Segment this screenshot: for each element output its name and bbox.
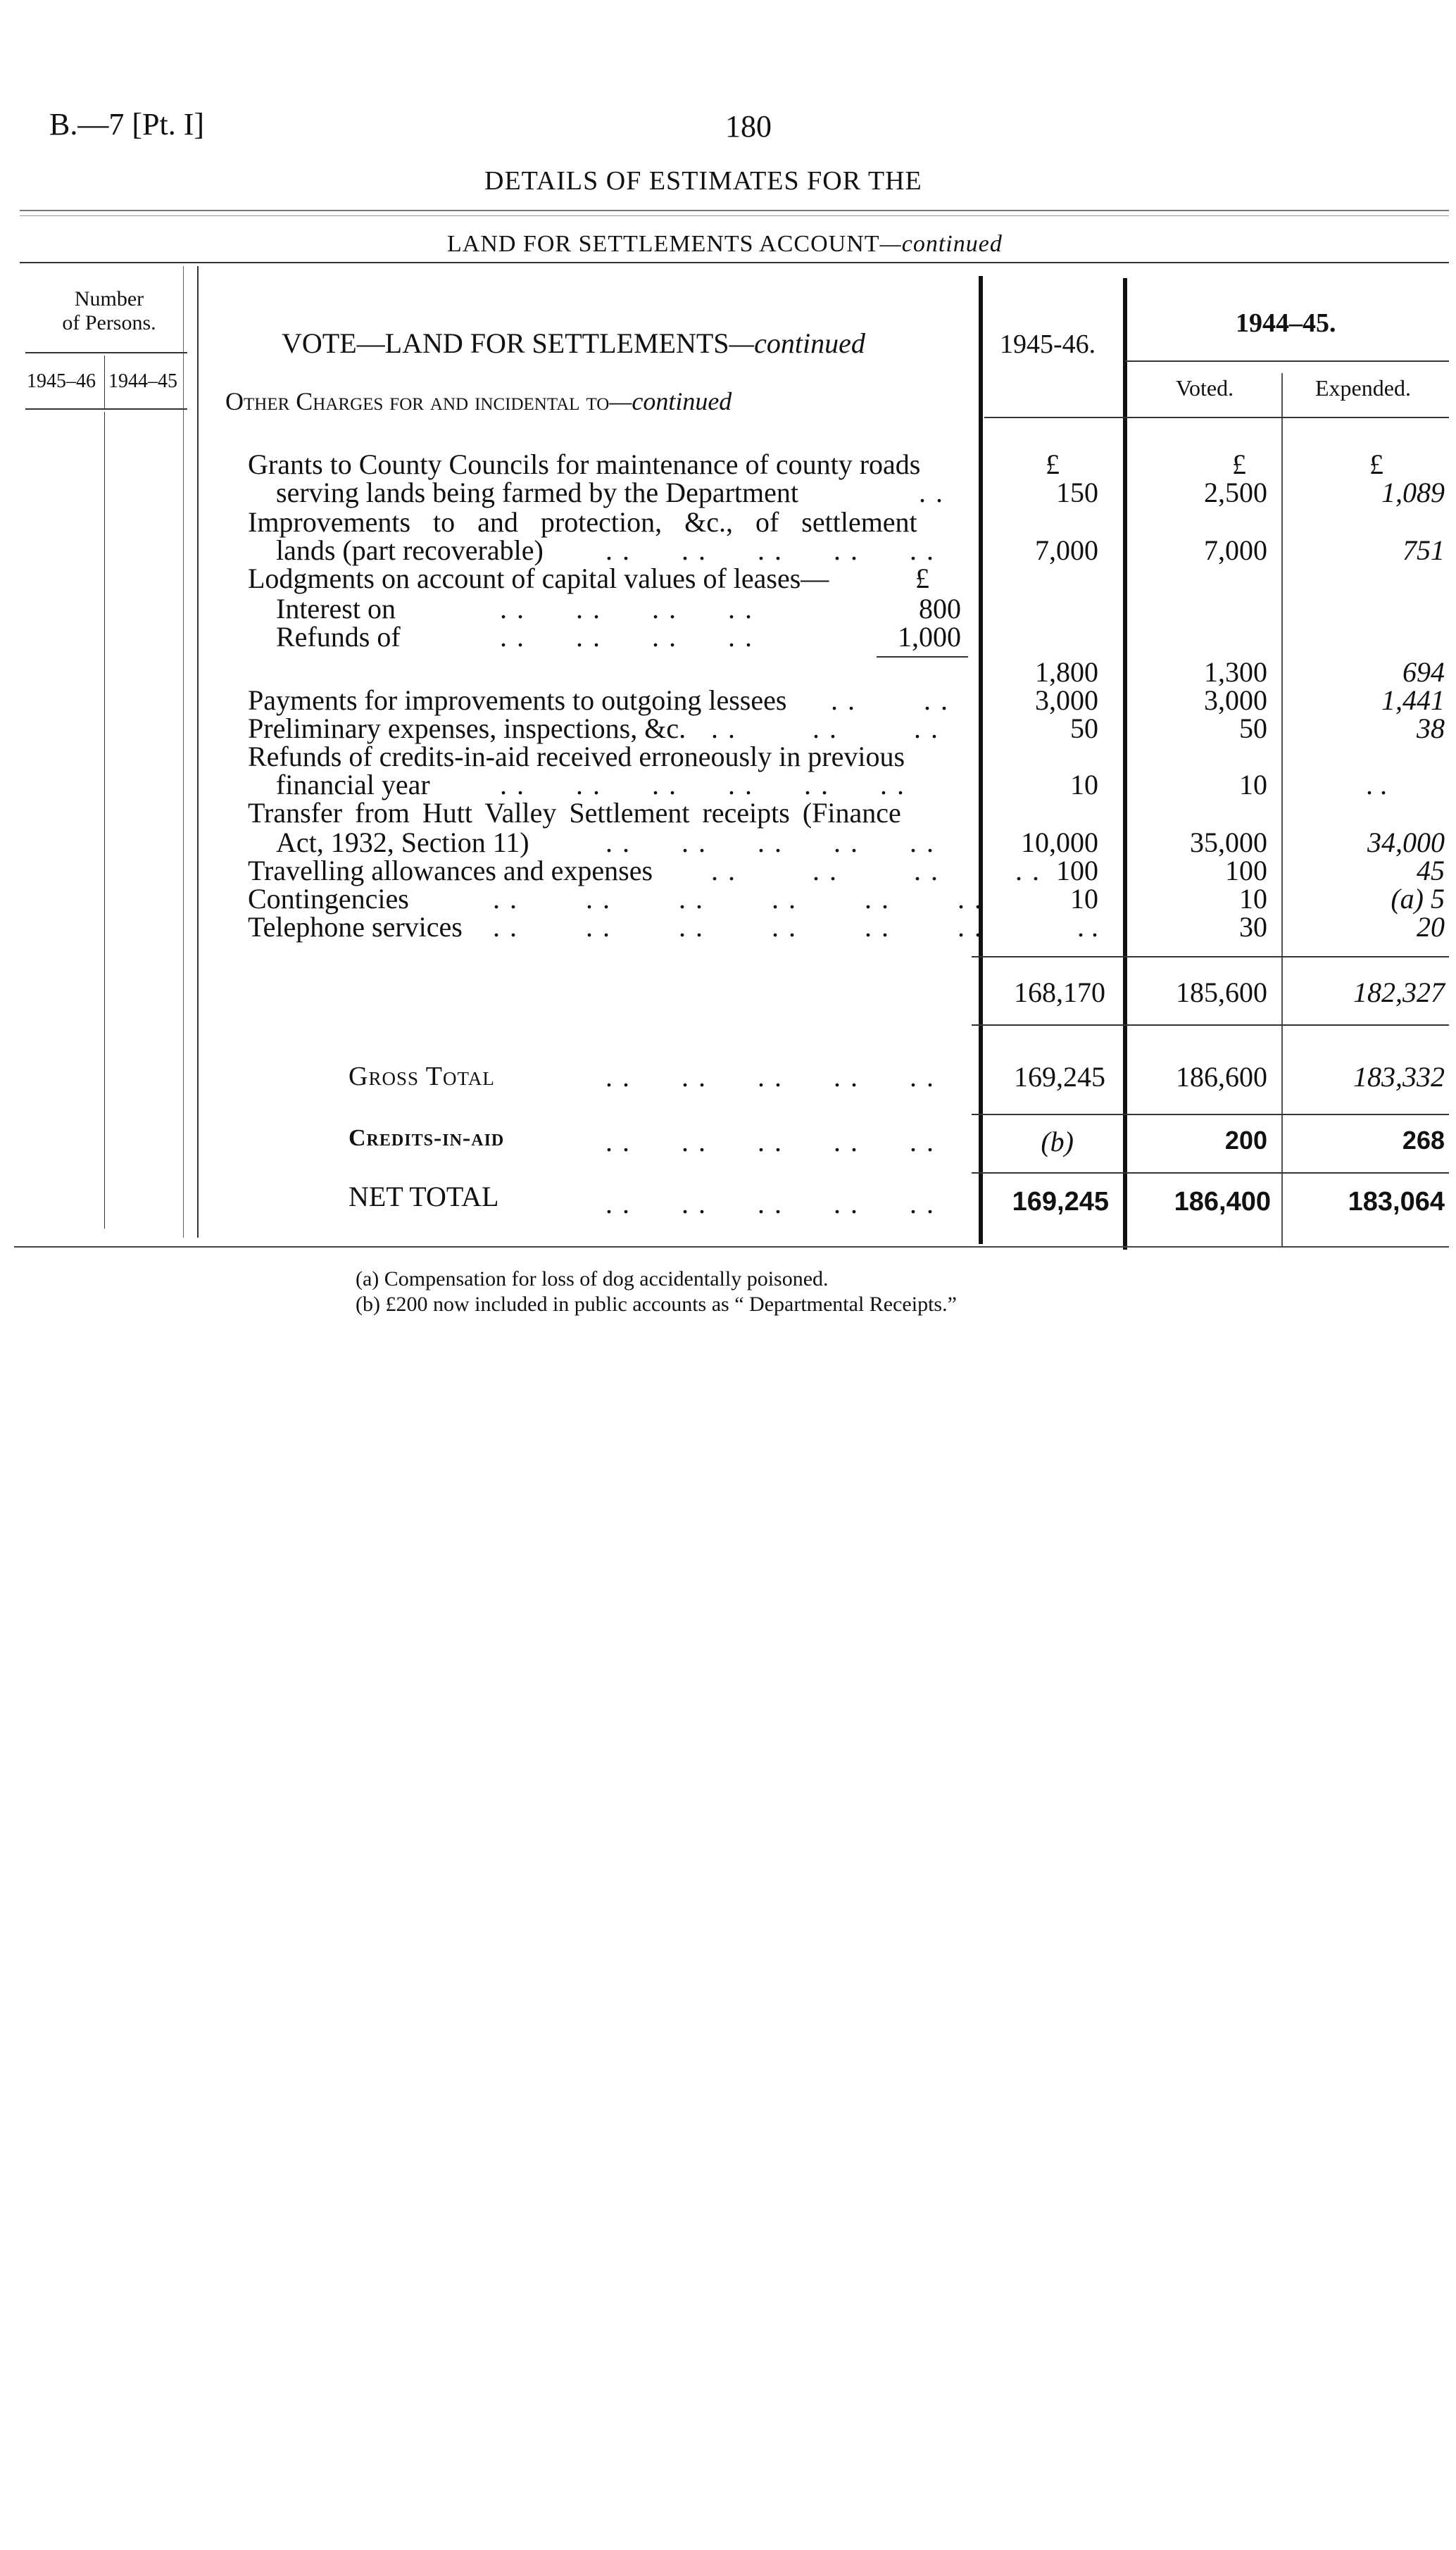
currency-expended: £: [1369, 448, 1383, 480]
column-rule-expended: [1281, 373, 1283, 1246]
persons-year-1945: 1945–46: [27, 370, 96, 392]
row-payments-1945: 3,000: [1035, 684, 1098, 716]
leader-dots: . . . . . . . . . . . .: [493, 883, 983, 915]
row-travelling-line1: Travelling allowances and expenses: [248, 855, 653, 886]
page-number: 180: [725, 109, 772, 144]
row-grants-line2: serving lands being farmed by the Department: [276, 477, 798, 508]
document-reference: B.—7 [Pt. I]: [49, 107, 204, 142]
account-subtitle-text: LAND FOR SETTLEMENTS ACCOUNT: [447, 231, 880, 257]
net-total-1945: 169,245: [1012, 1187, 1109, 1217]
row-payments-expended: 1,441: [1381, 684, 1445, 716]
persons-years-divider: [104, 412, 105, 1229]
column-header-bottom-rule: [984, 417, 1449, 418]
footnote-a: (a) Compensation for loss of dog accidentally poisoned.: [356, 1267, 829, 1290]
subtotal-voted: 185,600: [1176, 976, 1267, 1008]
credits-in-aid-voted: 200: [1224, 1126, 1267, 1155]
row-contingencies-expended: (a) 5: [1391, 883, 1445, 915]
row-preliminary-line1: Preliminary expenses, inspections, &c.: [248, 712, 686, 744]
vote-subhead-text: Other Charges for and incidental to: [225, 387, 610, 415]
row-telephone-line1: Telephone services: [248, 911, 463, 943]
row-telephone-1945: . .: [1077, 911, 1098, 943]
row-grants-expended: 1,089: [1381, 477, 1445, 508]
table-bottom-rule: [14, 1246, 1449, 1248]
persons-years-header-divider: [104, 356, 105, 408]
subtotal-bottom-rule: [972, 1024, 1449, 1026]
net-total-voted: 186,400: [1174, 1187, 1271, 1217]
subtotal-1945: 168,170: [1014, 976, 1105, 1008]
column-rule-voted: [1123, 278, 1127, 1250]
row-transfer-line2: Act, 1932, Section 11): [276, 827, 529, 858]
net-total-label: NET TOTAL: [349, 1181, 499, 1212]
row-lodgments-expended: 694: [1402, 656, 1445, 688]
leader-dots: . . . . . . . . . . . .: [493, 911, 983, 943]
currency-voted: £: [1232, 448, 1246, 480]
column-1944-header: 1944–45.: [1236, 308, 1336, 338]
leader-dots: . .: [919, 477, 944, 508]
persons-header: Number of Persons.: [62, 287, 156, 334]
vote-title-text: VOTE—LAND FOR SETTLEMENTS: [282, 327, 729, 359]
persons-year-1944: 1944–45: [108, 370, 177, 392]
leader-dots: . . . . . . . . . .: [605, 1061, 935, 1093]
row-grants-line1: Grants to County Councils for maintenance of county roads: [248, 448, 921, 480]
row-transfer-line1: Transfer from Hutt Valley Settlement receipts (Finance: [248, 797, 901, 829]
row-lodgments-1945: 1,800: [1035, 656, 1098, 688]
row-transfer-1945: 10,000: [1021, 827, 1098, 858]
subtotal-expended: 182,327: [1353, 976, 1445, 1008]
row-contingencies-voted: 10: [1239, 883, 1267, 915]
vote-title: [282, 329, 865, 358]
row-refunds-expended: . .: [1366, 769, 1387, 800]
credits-in-aid-rule: [972, 1172, 1449, 1174]
credits-in-aid-1945: (b): [1041, 1126, 1074, 1157]
row-travelling-voted: 100: [1225, 855, 1267, 886]
account-subtitle-cont: —continued: [879, 231, 1003, 257]
persons-column-inner-rule: [183, 266, 184, 1238]
column-rule-1945: [979, 276, 983, 1244]
row-improvements-expended: 751: [1402, 534, 1445, 566]
row-contingencies-line1: Contingencies: [248, 883, 409, 915]
vote-subhead-cont: —continued: [609, 387, 732, 415]
row-improvements-line1: Improvements to and protection, &c., of settlement: [248, 506, 917, 538]
row-contingencies-1945: 10: [1070, 883, 1098, 915]
row-grants-voted: 2,500: [1204, 477, 1267, 508]
row-telephone-expended: 20: [1417, 911, 1445, 943]
voted-header: Voted.: [1176, 375, 1234, 401]
row-lodgments-voted: 1,300: [1204, 656, 1267, 688]
persons-column-right-rule: [197, 266, 199, 1238]
persons-header-rule: [25, 352, 187, 353]
row-transfer-voted: 35,000: [1190, 827, 1267, 858]
vote-subhead: [225, 389, 732, 414]
row-refunds-line1: Refunds of credits-in-aid received erroneously in previous: [248, 741, 905, 772]
row-preliminary-1945: 50: [1070, 712, 1098, 744]
row-telephone-voted: 30: [1239, 911, 1267, 943]
gross-total-label: Gross Total: [349, 1062, 495, 1091]
leader-dots: . . . . . . . .: [500, 593, 753, 624]
currency-1945: £: [1046, 448, 1060, 480]
leader-dots: . . . . . . . . . .: [605, 1126, 935, 1157]
row-travelling-expended: 45: [1417, 855, 1445, 886]
row-preliminary-voted: 50: [1239, 712, 1267, 744]
row-transfer-expended: 34,000: [1367, 827, 1445, 858]
leader-dots: . . . . . .: [711, 712, 939, 744]
year-1944-rule: [1125, 360, 1449, 362]
subtotal-top-rule: [972, 956, 1449, 957]
row-improvements-1945: 7,000: [1035, 534, 1098, 566]
row-payments-voted: 3,000: [1204, 684, 1267, 716]
column-1945-header: 1945-46.: [1000, 329, 1096, 359]
leader-dots: . . . .: [831, 684, 949, 716]
expended-header: Expended.: [1315, 375, 1411, 401]
leader-dots: . . . . . . . . . .: [605, 534, 935, 566]
header-rule-secondary: [20, 215, 1449, 216]
row-grants-1945: 150: [1056, 477, 1098, 508]
row-improvements-voted: 7,000: [1204, 534, 1267, 566]
row-refunds-voted: 10: [1239, 769, 1267, 800]
header-rule: [20, 210, 1449, 211]
footnote-b: (b) £200 now included in public accounts as “ Departmental Receipts.”: [356, 1293, 957, 1316]
row-refunds-line2: financial year: [276, 769, 430, 800]
table-top-rule: [20, 262, 1449, 263]
gross-total-rule: [972, 1114, 1449, 1115]
row-preliminary-expended: 38: [1417, 712, 1445, 744]
row-lodgments-refunds-label: Refunds of: [276, 621, 401, 653]
leader-dots: . . . . . . . .: [711, 855, 1041, 886]
account-subtitle: [447, 232, 1003, 256]
row-lodgments-interest-label: Interest on: [276, 593, 396, 624]
credits-in-aid-label: Credits-in-aid: [349, 1125, 505, 1151]
row-travelling-1945: 100: [1056, 855, 1098, 886]
row-lodgments-currency: £: [915, 563, 929, 594]
page-title: DETAILS OF ESTIMATES FOR THE: [484, 166, 922, 196]
leader-dots: . . . . . . . . . .: [605, 1188, 935, 1219]
gross-total-1945: 169,245: [1014, 1061, 1105, 1093]
credits-in-aid-expended: 268: [1402, 1126, 1445, 1155]
gross-total-expended: 183,332: [1353, 1061, 1445, 1093]
lodgments-sum-rule: [877, 656, 968, 658]
row-payments-line1: Payments for improvements to outgoing lessees: [248, 684, 787, 716]
row-lodgments-interest-value: 800: [919, 593, 961, 624]
leader-dots: . . . . . . . .: [500, 621, 753, 653]
gross-total-voted: 186,600: [1176, 1061, 1267, 1093]
row-improvements-line2: lands (part recoverable): [276, 534, 544, 566]
row-lodgments-refunds-value: 1,000: [898, 621, 961, 653]
persons-years-rule: [25, 408, 187, 410]
vote-title-cont: —continued: [729, 327, 865, 359]
leader-dots: . . . . . . . . . . . .: [500, 769, 905, 800]
net-total-expended: 183,064: [1348, 1187, 1445, 1217]
row-lodgments-line1: Lodgments on account of capital values of leases—: [248, 563, 829, 594]
row-refunds-1945: 10: [1070, 769, 1098, 800]
leader-dots: . . . . . . . . . .: [605, 827, 935, 858]
